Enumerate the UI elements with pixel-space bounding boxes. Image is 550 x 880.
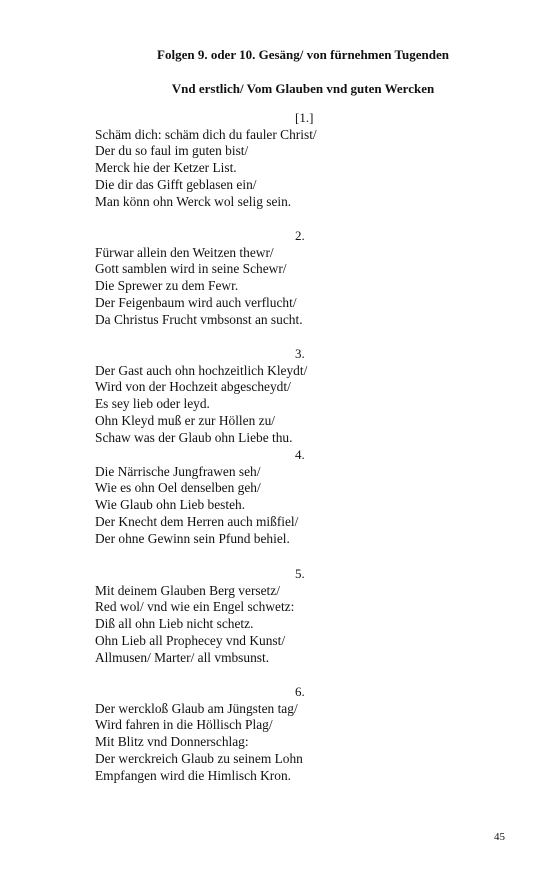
verse-line: Mit Blitz vnd Donnerschlag: bbox=[95, 734, 249, 750]
verse-line: Der werckreich Glaub zu seinem Lohn bbox=[95, 750, 303, 766]
verse-line: Diß all ohn Lieb nicht schetz. bbox=[95, 616, 254, 632]
verse-line: Merck hie der Ketzer List. bbox=[95, 160, 237, 176]
verse-line: Schaw was der Glaub ohn Liebe thu. bbox=[95, 429, 293, 445]
verse-line: Wie es ohn Oel denselben geh/ bbox=[95, 480, 261, 496]
verse-line: Wird von der Hochzeit abgescheydt/ bbox=[95, 379, 291, 395]
stanza-number: [1.] bbox=[295, 110, 314, 125]
stanza-number: 2. bbox=[295, 228, 305, 243]
verse-line: Es sey lieb oder leyd. bbox=[95, 396, 210, 412]
verse-line: Man könn ohn Werck wol selig sein. bbox=[95, 193, 292, 209]
stanza-number: 5. bbox=[295, 566, 305, 581]
verse-line: Die Sprewer zu dem Fewr. bbox=[95, 278, 239, 294]
verse-line: Mit deinem Glauben Berg versetz/ bbox=[95, 582, 280, 598]
verse-line: Da Christus Frucht vmbsonst an sucht. bbox=[95, 311, 303, 327]
verse-line: Die dir das Gifft geblasen ein/ bbox=[95, 176, 257, 192]
verse-line: Der ohne Gewinn sein Pfund behiel. bbox=[95, 530, 290, 546]
verse-line: Der du so faul im guten bist/ bbox=[95, 143, 249, 159]
verse-line: Wird fahren in die Höllisch Plag/ bbox=[95, 717, 273, 733]
verse-line: Ohn Kleyd muß er zur Höllen zu/ bbox=[95, 412, 275, 428]
verse-line: Schäm dich: schäm dich du fauler Christ/ bbox=[95, 126, 317, 142]
verse-line: Gott samblen wird in seine Schewr/ bbox=[95, 261, 287, 277]
stanza-number: 4. bbox=[295, 447, 305, 462]
verse-line: Die Närrische Jungfrawen seh/ bbox=[95, 463, 261, 479]
page-number: 45 bbox=[494, 831, 505, 843]
verse-line: Der Feigenbaum wird auch verflucht/ bbox=[95, 294, 297, 310]
verse-line: Der werckloß Glaub am Jüngsten tag/ bbox=[95, 700, 298, 716]
stanza-number: 6. bbox=[295, 684, 305, 699]
verse-line: Ohn Lieb all Prophecey vnd Kunst/ bbox=[95, 632, 286, 648]
verse-line: Der Knecht dem Herren auch mißfiel/ bbox=[95, 513, 299, 529]
verse-line: Wie Glaub ohn Lieb besteh. bbox=[95, 497, 246, 513]
verse-line: Empfangen wird die Himlisch Kron. bbox=[95, 767, 291, 783]
heading-line-1: Folgen 9. oder 10. Gesäng/ von fürnehmen Tugenden bbox=[157, 47, 449, 62]
heading-line-2: Vnd erstlich/ Vom Glauben vnd guten Wercken bbox=[171, 81, 435, 96]
verse-line: Fürwar allein den Weitzen thewr/ bbox=[95, 244, 274, 260]
verse-line: Red wol/ vnd wie ein Engel schwetz: bbox=[95, 599, 295, 615]
verse-line: Der Gast auch ohn hochzeitlich Kleydt/ bbox=[95, 362, 308, 378]
stanza-number: 3. bbox=[295, 346, 305, 361]
verse-line: Allmusen/ Marter/ all vmbsunst. bbox=[95, 649, 270, 665]
